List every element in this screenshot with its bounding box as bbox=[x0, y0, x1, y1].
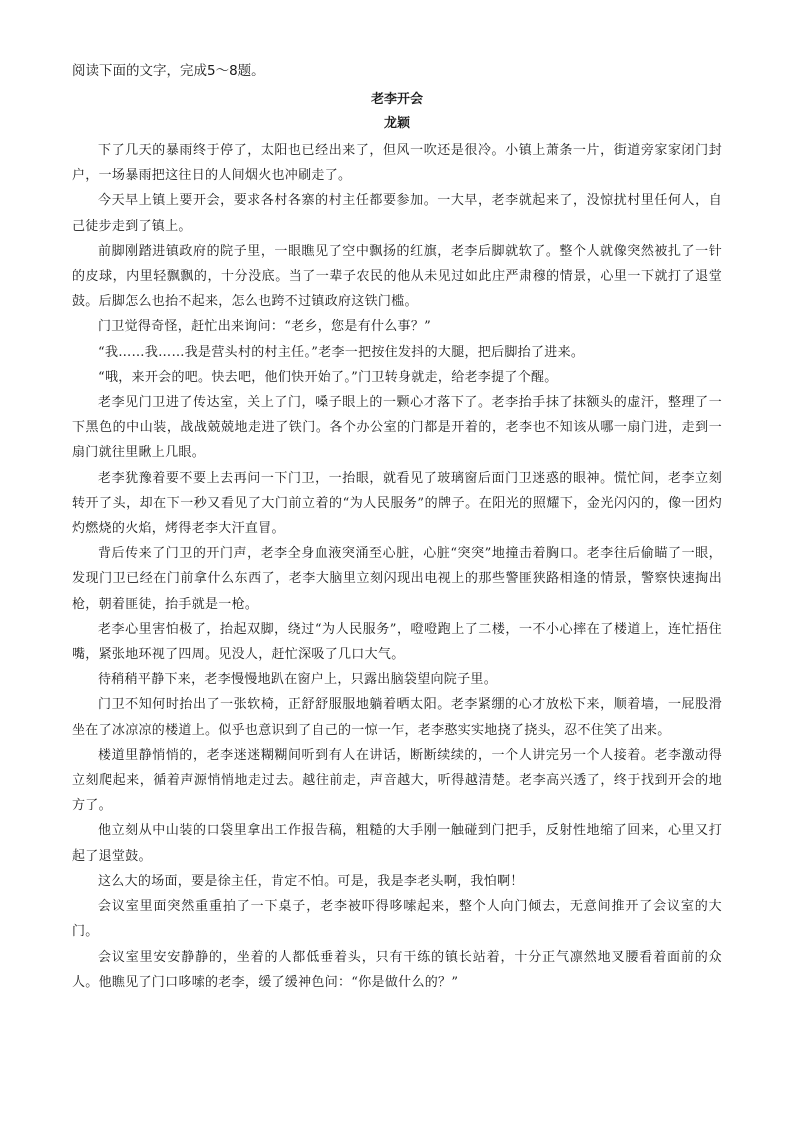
story-author: 龙颖 bbox=[383, 116, 410, 131]
paragraph: 楼道里静悄悄的，老李迷迷糊糊间听到有人在讲话，断断续续的，一个人讲完另一个人接着。老李激动得立刻爬起来，循着声源悄悄地走过去。越往前走，声音越大，听得越清楚。老李高兴透了，终于找到开会的地方了。 bbox=[72, 747, 722, 814]
paragraph: 老李犹豫着要不要上去再问一下门卫，一抬眼，就看见了玻璃窗后面门卫迷惑的眼神。慌忙间，老李立刻转开了头，却在下一秒又看见了大门前立着的“为人民服务”的牌子。在阳光的照耀下，金光闪闪的，像一团灼灼燃烧的火焰，烤得老李大汗直冒。 bbox=[72, 470, 722, 537]
paragraph: 门卫不知何时抬出了一张软椅，正舒舒服服地躺着晒太阳。老李紧绷的心才放松下来，顺着墙，一屁股滑坐在了冰凉凉的楼道上。似乎也意识到了自己的一惊一乍，老李憨实实地挠了挠头，忍不住笑了出来。 bbox=[72, 697, 722, 738]
document-page bbox=[72, 58, 722, 995]
story-body bbox=[72, 138, 722, 995]
paragraph: 会议室里安安静静的，坐着的人都低垂着头，只有干练的镇长站着，十分正气凛然地叉腰看着面前的众人。他瞧见了门口哆嗦的老李，缓了缓神色问：“你是做什么的？” bbox=[72, 949, 722, 990]
paragraph: 门卫觉得奇怪，赶忙出来询问：“老乡，您是有什么事？” bbox=[98, 319, 432, 335]
paragraph: 今天早上镇上要开会，要求各村各寨的村主任都要参加。一大早，老李就起来了，没惊扰村里任何人，自己徒步走到了镇上。 bbox=[72, 193, 722, 234]
paragraph: 老李见门卫进了传达室，关上了门，嗓子眼上的一颗心才落下了。老李抬手抹了抹额头的虚汗，整理了一下黑色的中山装，战战兢兢地走进了铁门。各个办公室的门都是开着的，老李也不知该从哪一扇门进，走到一扇门就往里瞅上几眼。 bbox=[72, 395, 722, 461]
paragraph: 这么大的场面，要是徐主任，肯定不怕。可是，我是李老头啊，我怕啊！ bbox=[98, 873, 524, 889]
paragraph: “我……我……我是营头村的村主任。”老李一把按住发抖的大腿，把后脚抬了进来。 bbox=[98, 344, 585, 360]
paragraph: 前脚刚踏进镇政府的院子里，一眼瞧见了空中飘扬的红旗，老李后脚就软了。整个人就像突然被扎了一针的皮球，内里轻飘飘的，十分没底。当了一辈子农民的他从未见过如此庄严肃穆的情景，心里一下就打了退堂鼓。后脚怎么也抬不起来，怎么也跨不过镇政府这铁门槛。 bbox=[72, 243, 722, 310]
story-title: 老李开会 bbox=[370, 92, 423, 107]
paragraph: 下了几天的暴雨终于停了，太阳也已经出来了，但风一吹还是很冷。小镇上萧条一片，街道旁家家闭门封户，一场暴雨把这往日的人间烟火也冲刷走了。 bbox=[72, 143, 722, 184]
paragraph: 他立刻从中山装的口袋里拿出工作报告稿，粗糙的大手刚一触碰到门把手，反射性地缩了回来，心里又打起了退堂鼓。 bbox=[72, 823, 722, 864]
paragraph: 待稍稍平静下来，老李慢慢地趴在窗户上，只露出脑袋望向院子里。 bbox=[98, 672, 498, 688]
paragraph: 会议室里面突然重重拍了一下桌子，老李被吓得哆嗦起来，整个人向门倾去，无意间推开了会议室的大门。 bbox=[72, 899, 722, 940]
paragraph: “哦，来开会的吧。快去吧，他们快开始了。”门卫转身就走，给老李提了个醒。 bbox=[98, 369, 558, 385]
paragraph: 背后传来了门卫的开门声，老李全身血液突涌至心脏，心脏“突突”地撞击着胸口。老李往后偷瞄了一眼，发现门卫已经在门前拿什么东西了，老李大脑里立刻闪现出电视上的那些警匪狭路相逢的情景，警察快速掏出枪，朝着匪徒，抬手就是一枪。 bbox=[72, 546, 722, 612]
reading-instruction: 阅读下面的文字，完成5～8题。 bbox=[72, 63, 265, 79]
paragraph: 老李心里害怕极了，抬起双脚，绕过“为人民服务”，噔噔跑上了二楼，一不小心摔在了楼道上，连忙捂住嘴，紧张地环视了四周。见没人，赶忙深吸了几口大气。 bbox=[72, 621, 722, 663]
